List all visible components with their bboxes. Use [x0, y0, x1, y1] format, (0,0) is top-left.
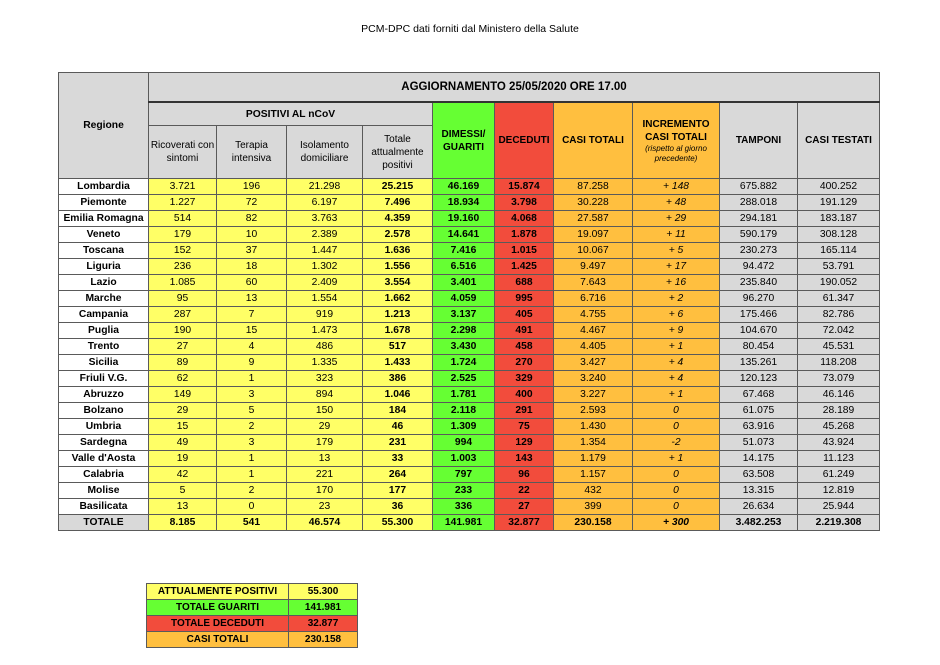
header-isolamento: Isolamento domiciliare — [287, 126, 363, 179]
cell-incremento: + 1 — [633, 451, 720, 467]
summary-label: CASI TOTALI — [147, 632, 289, 648]
table-row — [59, 323, 880, 339]
cell-ricoverati: 19 — [149, 451, 217, 467]
cell-totale: 184 — [363, 403, 433, 419]
cell-tamponi: 235.840 — [720, 275, 798, 291]
summary-row — [147, 616, 358, 632]
cell-incremento: + 4 — [633, 371, 720, 387]
cell-tamponi: 590.179 — [720, 227, 798, 243]
cell-tamponi: 61.075 — [720, 403, 798, 419]
cell-regione: Puglia — [59, 323, 149, 339]
cell-regione: Friuli V.G. — [59, 371, 149, 387]
cell-regione: Molise — [59, 483, 149, 499]
header-incremento-label: INCREMENTO CASI TOTALI — [642, 118, 710, 143]
cell-testati: 73.079 — [798, 371, 880, 387]
document-title: PCM-DPC dati forniti dal Ministero della Salute — [361, 23, 579, 35]
cell-testati: 45.531 — [798, 339, 880, 355]
summary-value: 230.158 — [289, 632, 358, 648]
table-row — [59, 435, 880, 451]
cell-ricoverati: 287 — [149, 307, 217, 323]
cell-tamponi: 26.634 — [720, 499, 798, 515]
cell-testati: 28.189 — [798, 403, 880, 419]
cell-ricoverati: 27 — [149, 339, 217, 355]
cell-regione: Lombardia — [59, 179, 149, 195]
cell-ricoverati: 3.721 — [149, 179, 217, 195]
cell-ricoverati: 190 — [149, 323, 217, 339]
cell-testati: 308.128 — [798, 227, 880, 243]
summary-table — [146, 583, 358, 648]
cell-testati: 82.786 — [798, 307, 880, 323]
cell-casi: 4.755 — [554, 307, 633, 323]
cell-incremento: + 9 — [633, 323, 720, 339]
cell-ricoverati: 149 — [149, 387, 217, 403]
cell-isolamento: 2.389 — [287, 227, 363, 243]
cell-terapia: 15 — [217, 323, 287, 339]
cell-casi: 27.587 — [554, 211, 633, 227]
cell-testati: 190.052 — [798, 275, 880, 291]
cell-incremento: + 300 — [633, 515, 720, 531]
cell-isolamento: 13 — [287, 451, 363, 467]
cell-regione: Umbria — [59, 419, 149, 435]
cell-ricoverati: 236 — [149, 259, 217, 275]
table-row — [59, 403, 880, 419]
cell-totale: 517 — [363, 339, 433, 355]
cell-deceduti: 491 — [495, 323, 554, 339]
cell-dimessi: 1.309 — [433, 419, 495, 435]
cell-dimessi: 3.430 — [433, 339, 495, 355]
table-row — [59, 243, 880, 259]
cell-incremento: + 48 — [633, 195, 720, 211]
header-positivi: POSITIVI AL nCoV — [149, 102, 433, 126]
cell-totale: 46 — [363, 419, 433, 435]
cell-deceduti: 688 — [495, 275, 554, 291]
cell-deceduti: 291 — [495, 403, 554, 419]
cell-casi: 30.228 — [554, 195, 633, 211]
cell-dimessi: 6.516 — [433, 259, 495, 275]
cell-dimessi: 4.059 — [433, 291, 495, 307]
cell-casi: 10.067 — [554, 243, 633, 259]
regional-data-table — [58, 72, 880, 531]
table-row — [59, 259, 880, 275]
cell-regione: Veneto — [59, 227, 149, 243]
cell-terapia: 1 — [217, 451, 287, 467]
cell-tamponi: 67.468 — [720, 387, 798, 403]
cell-isolamento: 221 — [287, 467, 363, 483]
cell-isolamento: 323 — [287, 371, 363, 387]
table-row — [59, 291, 880, 307]
cell-casi: 4.405 — [554, 339, 633, 355]
cell-dimessi: 3.401 — [433, 275, 495, 291]
cell-ricoverati: 514 — [149, 211, 217, 227]
cell-totale: 1.678 — [363, 323, 433, 339]
cell-terapia: 18 — [217, 259, 287, 275]
cell-isolamento: 1.447 — [287, 243, 363, 259]
cell-totale: 4.359 — [363, 211, 433, 227]
cell-tamponi: 120.123 — [720, 371, 798, 387]
cell-isolamento: 894 — [287, 387, 363, 403]
cell-deceduti: 329 — [495, 371, 554, 387]
cell-tamponi: 288.018 — [720, 195, 798, 211]
table-body — [59, 179, 880, 531]
cell-tamponi: 175.466 — [720, 307, 798, 323]
table-row — [59, 339, 880, 355]
header-dimessi: DIMESSI/ GUARITI — [433, 102, 495, 179]
cell-isolamento: 919 — [287, 307, 363, 323]
cell-tamponi: 294.181 — [720, 211, 798, 227]
cell-regione: Abruzzo — [59, 387, 149, 403]
cell-terapia: 72 — [217, 195, 287, 211]
header-deceduti: DECEDUTI — [495, 102, 554, 179]
summary-value: 141.981 — [289, 600, 358, 616]
cell-isolamento: 29 — [287, 419, 363, 435]
cell-incremento: + 6 — [633, 307, 720, 323]
cell-casi: 87.258 — [554, 179, 633, 195]
cell-dimessi: 14.641 — [433, 227, 495, 243]
cell-totale: 1.213 — [363, 307, 433, 323]
summary-body — [147, 584, 358, 648]
header-incremento-note: (rispetto al giorno precedente) — [645, 143, 707, 163]
cell-regione: Marche — [59, 291, 149, 307]
cell-testati: 12.819 — [798, 483, 880, 499]
cell-ricoverati: 1.085 — [149, 275, 217, 291]
cell-ricoverati: 5 — [149, 483, 217, 499]
cell-casi: 19.097 — [554, 227, 633, 243]
cell-casi: 9.497 — [554, 259, 633, 275]
cell-regione: Toscana — [59, 243, 149, 259]
cell-isolamento: 179 — [287, 435, 363, 451]
cell-totale: 7.496 — [363, 195, 433, 211]
cell-tamponi: 80.454 — [720, 339, 798, 355]
cell-testati: 61.347 — [798, 291, 880, 307]
cell-totale: 1.433 — [363, 355, 433, 371]
cell-casi: 6.716 — [554, 291, 633, 307]
cell-dimessi: 2.298 — [433, 323, 495, 339]
table-row — [59, 467, 880, 483]
cell-totale: 1.636 — [363, 243, 433, 259]
cell-totale: 231 — [363, 435, 433, 451]
cell-incremento: + 2 — [633, 291, 720, 307]
cell-dimessi: 1.003 — [433, 451, 495, 467]
cell-isolamento: 486 — [287, 339, 363, 355]
summary-label: TOTALE DECEDUTI — [147, 616, 289, 632]
cell-casi: 399 — [554, 499, 633, 515]
cell-regione: Piemonte — [59, 195, 149, 211]
cell-deceduti: 458 — [495, 339, 554, 355]
cell-dimessi: 336 — [433, 499, 495, 515]
cell-dimessi: 7.416 — [433, 243, 495, 259]
cell-terapia: 4 — [217, 339, 287, 355]
cell-deceduti: 995 — [495, 291, 554, 307]
cell-incremento: 0 — [633, 499, 720, 515]
cell-dimessi: 994 — [433, 435, 495, 451]
cell-regione: Calabria — [59, 467, 149, 483]
cell-incremento: 0 — [633, 483, 720, 499]
header-incremento — [633, 102, 720, 179]
cell-terapia: 2 — [217, 483, 287, 499]
cell-totale: 3.554 — [363, 275, 433, 291]
cell-isolamento: 1.302 — [287, 259, 363, 275]
cell-casi: 2.593 — [554, 403, 633, 419]
cell-dimessi: 19.160 — [433, 211, 495, 227]
cell-terapia: 82 — [217, 211, 287, 227]
cell-testati: 183.187 — [798, 211, 880, 227]
cell-incremento: + 1 — [633, 387, 720, 403]
table-row — [59, 355, 880, 371]
cell-terapia: 196 — [217, 179, 287, 195]
cell-dimessi: 3.137 — [433, 307, 495, 323]
cell-dimessi: 797 — [433, 467, 495, 483]
summary-value: 55.300 — [289, 584, 358, 600]
cell-regione: Sardegna — [59, 435, 149, 451]
cell-regione: Sicilia — [59, 355, 149, 371]
cell-tamponi: 51.073 — [720, 435, 798, 451]
table-row — [59, 371, 880, 387]
cell-terapia: 60 — [217, 275, 287, 291]
cell-deceduti: 15.874 — [495, 179, 554, 195]
cell-testati: 11.123 — [798, 451, 880, 467]
cell-testati: 43.924 — [798, 435, 880, 451]
header-totale-positivi: Totale attualmente positivi — [363, 126, 433, 179]
cell-terapia: 0 — [217, 499, 287, 515]
cell-ricoverati: 29 — [149, 403, 217, 419]
cell-deceduti: 96 — [495, 467, 554, 483]
cell-incremento: -2 — [633, 435, 720, 451]
cell-totale: 25.215 — [363, 179, 433, 195]
summary-label: ATTUALMENTE POSITIVI — [147, 584, 289, 600]
cell-testati: 400.252 — [798, 179, 880, 195]
cell-regione: TOTALE — [59, 515, 149, 531]
table-row — [59, 419, 880, 435]
cell-testati: 45.268 — [798, 419, 880, 435]
cell-casi: 432 — [554, 483, 633, 499]
cell-incremento: 0 — [633, 419, 720, 435]
cell-deceduti: 22 — [495, 483, 554, 499]
cell-regione: Bolzano — [59, 403, 149, 419]
cell-incremento: + 1 — [633, 339, 720, 355]
cell-testati: 165.114 — [798, 243, 880, 259]
cell-totale: 1.662 — [363, 291, 433, 307]
table-row — [59, 307, 880, 323]
table-row — [59, 179, 880, 195]
cell-dimessi: 1.781 — [433, 387, 495, 403]
cell-regione: Lazio — [59, 275, 149, 291]
cell-dimessi: 1.724 — [433, 355, 495, 371]
cell-testati: 2.219.308 — [798, 515, 880, 531]
cell-testati: 72.042 — [798, 323, 880, 339]
table-header — [59, 73, 880, 179]
cell-ricoverati: 62 — [149, 371, 217, 387]
cell-terapia: 10 — [217, 227, 287, 243]
header-ricoverati: Ricoverati con sintomi — [149, 126, 217, 179]
cell-casi: 1.430 — [554, 419, 633, 435]
cell-totale: 2.578 — [363, 227, 433, 243]
cell-terapia: 9 — [217, 355, 287, 371]
cell-casi: 4.467 — [554, 323, 633, 339]
cell-tamponi: 3.482.253 — [720, 515, 798, 531]
cell-ricoverati: 152 — [149, 243, 217, 259]
cell-deceduti: 270 — [495, 355, 554, 371]
cell-isolamento: 150 — [287, 403, 363, 419]
cell-testati: 53.791 — [798, 259, 880, 275]
cell-casi: 3.240 — [554, 371, 633, 387]
cell-ricoverati: 8.185 — [149, 515, 217, 531]
cell-terapia: 7 — [217, 307, 287, 323]
cell-totale: 33 — [363, 451, 433, 467]
cell-isolamento: 1.473 — [287, 323, 363, 339]
cell-isolamento: 1.335 — [287, 355, 363, 371]
cell-dimessi: 2.118 — [433, 403, 495, 419]
summary-row — [147, 600, 358, 616]
cell-testati: 191.129 — [798, 195, 880, 211]
cell-incremento: + 148 — [633, 179, 720, 195]
cell-ricoverati: 89 — [149, 355, 217, 371]
cell-ricoverati: 179 — [149, 227, 217, 243]
cell-totale: 36 — [363, 499, 433, 515]
cell-casi: 1.157 — [554, 467, 633, 483]
cell-testati: 25.944 — [798, 499, 880, 515]
cell-totale: 1.556 — [363, 259, 433, 275]
cell-regione: Basilicata — [59, 499, 149, 515]
cell-deceduti: 129 — [495, 435, 554, 451]
cell-tamponi: 675.882 — [720, 179, 798, 195]
summary-row — [147, 632, 358, 648]
cell-ricoverati: 49 — [149, 435, 217, 451]
table-row — [59, 227, 880, 243]
cell-dimessi: 233 — [433, 483, 495, 499]
table-row — [59, 499, 880, 515]
cell-incremento: + 29 — [633, 211, 720, 227]
cell-casi: 3.227 — [554, 387, 633, 403]
summary-label: TOTALE GUARITI — [147, 600, 289, 616]
table-row — [59, 515, 880, 531]
cell-dimessi: 2.525 — [433, 371, 495, 387]
cell-isolamento: 1.554 — [287, 291, 363, 307]
cell-testati: 46.146 — [798, 387, 880, 403]
cell-tamponi: 230.273 — [720, 243, 798, 259]
cell-incremento: + 11 — [633, 227, 720, 243]
cell-deceduti: 75 — [495, 419, 554, 435]
table-row — [59, 211, 880, 227]
cell-terapia: 37 — [217, 243, 287, 259]
cell-isolamento: 23 — [287, 499, 363, 515]
cell-dimessi: 46.169 — [433, 179, 495, 195]
cell-deceduti: 27 — [495, 499, 554, 515]
cell-terapia: 1 — [217, 467, 287, 483]
cell-terapia: 3 — [217, 387, 287, 403]
cell-totale: 386 — [363, 371, 433, 387]
cell-deceduti: 405 — [495, 307, 554, 323]
cell-isolamento: 6.197 — [287, 195, 363, 211]
cell-casi: 3.427 — [554, 355, 633, 371]
cell-ricoverati: 13 — [149, 499, 217, 515]
cell-ricoverati: 42 — [149, 467, 217, 483]
summary-value: 32.877 — [289, 616, 358, 632]
cell-casi: 1.179 — [554, 451, 633, 467]
header-casi-testati: CASI TESTATI — [798, 102, 880, 179]
header-regione: Regione — [59, 73, 149, 179]
cell-ricoverati: 15 — [149, 419, 217, 435]
table-row — [59, 195, 880, 211]
header-tamponi: TAMPONI — [720, 102, 798, 179]
cell-tamponi: 63.916 — [720, 419, 798, 435]
cell-regione: Emilia Romagna — [59, 211, 149, 227]
cell-tamponi: 104.670 — [720, 323, 798, 339]
cell-casi: 1.354 — [554, 435, 633, 451]
header-casi-totali: CASI TOTALI — [554, 102, 633, 179]
cell-deceduti: 1.878 — [495, 227, 554, 243]
cell-isolamento: 170 — [287, 483, 363, 499]
cell-testati: 118.208 — [798, 355, 880, 371]
cell-ricoverati: 1.227 — [149, 195, 217, 211]
cell-tamponi: 63.508 — [720, 467, 798, 483]
cell-terapia: 1 — [217, 371, 287, 387]
cell-tamponi: 14.175 — [720, 451, 798, 467]
table-row — [59, 483, 880, 499]
cell-deceduti: 32.877 — [495, 515, 554, 531]
cell-dimessi: 141.981 — [433, 515, 495, 531]
cell-tamponi: 13.315 — [720, 483, 798, 499]
cell-casi: 230.158 — [554, 515, 633, 531]
cell-regione: Liguria — [59, 259, 149, 275]
summary-row — [147, 584, 358, 600]
cell-terapia: 5 — [217, 403, 287, 419]
cell-testati: 61.249 — [798, 467, 880, 483]
cell-incremento: + 17 — [633, 259, 720, 275]
cell-terapia: 2 — [217, 419, 287, 435]
cell-isolamento: 2.409 — [287, 275, 363, 291]
cell-regione: Valle d'Aosta — [59, 451, 149, 467]
cell-ricoverati: 95 — [149, 291, 217, 307]
cell-incremento: 0 — [633, 467, 720, 483]
table-row — [59, 387, 880, 403]
cell-totale: 177 — [363, 483, 433, 499]
cell-terapia: 541 — [217, 515, 287, 531]
cell-deceduti: 143 — [495, 451, 554, 467]
cell-tamponi: 94.472 — [720, 259, 798, 275]
cell-terapia: 3 — [217, 435, 287, 451]
cell-isolamento: 21.298 — [287, 179, 363, 195]
table-row — [59, 451, 880, 467]
cell-tamponi: 96.270 — [720, 291, 798, 307]
cell-incremento: + 4 — [633, 355, 720, 371]
header-terapia: Terapia intensiva — [217, 126, 287, 179]
cell-deceduti: 1.425 — [495, 259, 554, 275]
table-row — [59, 275, 880, 291]
cell-deceduti: 4.068 — [495, 211, 554, 227]
cell-terapia: 13 — [217, 291, 287, 307]
cell-incremento: + 5 — [633, 243, 720, 259]
cell-deceduti: 3.798 — [495, 195, 554, 211]
cell-totale: 1.046 — [363, 387, 433, 403]
cell-isolamento: 3.763 — [287, 211, 363, 227]
cell-deceduti: 400 — [495, 387, 554, 403]
header-aggiornamento: AGGIORNAMENTO 25/05/2020 ORE 17.00 — [149, 73, 880, 103]
cell-incremento: 0 — [633, 403, 720, 419]
cell-totale: 55.300 — [363, 515, 433, 531]
cell-isolamento: 46.574 — [287, 515, 363, 531]
cell-casi: 7.643 — [554, 275, 633, 291]
cell-regione: Trento — [59, 339, 149, 355]
cell-regione: Campania — [59, 307, 149, 323]
cell-tamponi: 135.261 — [720, 355, 798, 371]
cell-totale: 264 — [363, 467, 433, 483]
cell-incremento: + 16 — [633, 275, 720, 291]
cell-deceduti: 1.015 — [495, 243, 554, 259]
cell-dimessi: 18.934 — [433, 195, 495, 211]
